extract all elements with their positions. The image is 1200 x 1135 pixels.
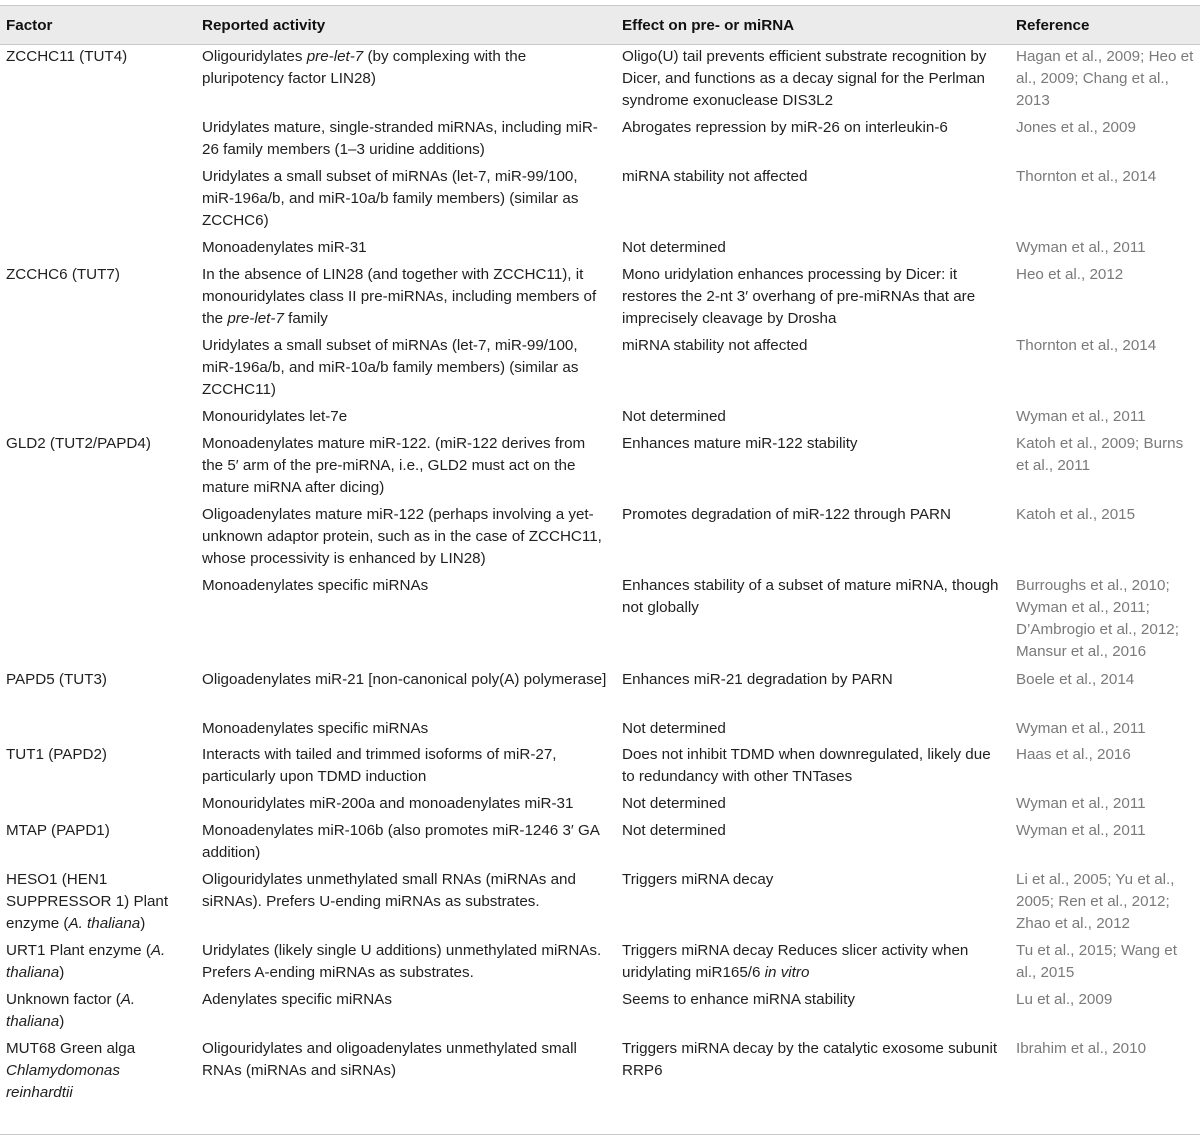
text-run: Mono uridylation enhances processing by Dicer: it restores the 2-nt 3′ overhang of pre-miRNAs that are imprecisely cleavage by Drosha [622, 266, 976, 327]
cell-factor [0, 989, 202, 1033]
text-run: URT1 Plant enzyme ( [6, 942, 151, 959]
cell-effect [622, 989, 1016, 1033]
cell-reference: Wyman et al., 2011 [1016, 822, 1146, 839]
cell-activity [202, 940, 622, 984]
text-run: Not determined [622, 795, 726, 812]
cell-reference: Ibrahim et al., 2010 [1016, 1040, 1147, 1057]
cell-effect [622, 820, 1016, 864]
text-run: miRNA stability not affected [622, 337, 808, 354]
cell-activity [202, 744, 622, 788]
cell-activity [202, 989, 622, 1033]
text-run: Does not inhibit TDMD when downregulated, likely due to redundancy with other TNTases [622, 746, 991, 785]
table-row [0, 504, 1200, 570]
text-run: Not determined [622, 239, 726, 256]
cell-factor [0, 940, 202, 984]
italic-run: A. thaliana [6, 991, 136, 1030]
cell-reference: Katoh et al., 2009; Burns et al., 2011 [1016, 435, 1184, 474]
table-row [0, 575, 1200, 663]
cell-activity [202, 166, 622, 232]
text-run: MUT68 Green alga [6, 1040, 136, 1057]
text-run: Seems to enhance miRNA stability [622, 991, 855, 1008]
cell-factor [0, 504, 202, 570]
cell-activity [202, 669, 622, 691]
cell-reference: Burroughs et al., 2010; Wyman et al., 2011; D’Ambrogio et al., 2012; Mansur et al., 2016 [1016, 577, 1179, 660]
text-run: HESO1 (HEN1 SUPPRESSOR 1) Plant enzyme ( [6, 871, 169, 932]
text-run: ) [140, 915, 146, 932]
cell-effect [622, 406, 1016, 428]
text-run: miRNA stability not affected [622, 168, 808, 185]
cell-effect [622, 237, 1016, 259]
text-run: Triggers miRNA decay Reduces slicer activity when uridylating miR165/6 [622, 942, 969, 981]
cell-factor [0, 117, 202, 161]
table-row [0, 869, 1200, 935]
cell-factor: ZCCHC6 (TUT7) [6, 266, 120, 283]
cell-reference: Boele et al., 2014 [1016, 671, 1135, 688]
italic-run: Chlamydomonas reinhardtii [6, 1062, 120, 1101]
cell-factor [0, 237, 202, 259]
cell-activity [202, 718, 622, 740]
cell-reference: Heo et al., 2012 [1016, 266, 1124, 283]
table-row [0, 335, 1200, 401]
cell-effect [622, 335, 1016, 401]
text-run: Enhances mature miR-122 stability [622, 435, 858, 452]
table-row [0, 117, 1200, 161]
cell-effect [622, 46, 1016, 112]
cell-reference: Tu et al., 2015; Wang et al., 2015 [1016, 942, 1177, 981]
cell-factor [0, 166, 202, 232]
cell-activity [202, 504, 622, 570]
cell-effect [622, 940, 1016, 984]
table-header [0, 5, 1200, 45]
cell-activity [202, 117, 622, 161]
cell-effect [622, 504, 1016, 570]
table-row [0, 237, 1200, 259]
header-effect: Effect on pre- or miRNA [622, 17, 795, 34]
cell-effect [622, 793, 1016, 815]
cell-activity [202, 406, 622, 428]
table-row [0, 744, 1200, 788]
text-run: Oligoadenylates mature miR-122 (perhaps involving a yet-unknown adaptor protein, such as in the case of ZCCHC11, whose processivity is enhanced by LIN28) [202, 506, 602, 567]
cell-reference: Wyman et al., 2011 [1016, 795, 1146, 812]
cell-activity [202, 264, 622, 330]
text-run: Monoadenylates mature miR-122. (miR-122 derives from the 5′ arm of the pre-miRNA, i.e., GLD2 must act on the mature miRNA after dicing) [202, 435, 586, 496]
text-run: Monouridylates miR-200a and monoadenylates miR-31 [202, 795, 574, 812]
table-row [0, 1038, 1200, 1104]
text-run: Oligouridylates unmethylated small RNAs (miRNAs and siRNAs). Prefers U-ending miRNAs as substrates. [202, 871, 576, 910]
cell-factor: GLD2 (TUT2/PAPD4) [6, 435, 151, 452]
italic-run: A. thaliana [6, 942, 166, 981]
text-run: ) [59, 1013, 65, 1030]
cell-factor [0, 575, 202, 663]
cell-effect [622, 669, 1016, 691]
table-row [0, 46, 1200, 112]
cell-reference: Lu et al., 2009 [1016, 991, 1113, 1008]
text-run: Interacts with tailed and trimmed isoforms of miR-27, particularly upon TDMD induction [202, 746, 557, 785]
cell-effect [622, 117, 1016, 161]
italic-run: pre-let-7 [306, 48, 364, 65]
text-run: Promotes degradation of miR-122 through PARN [622, 506, 951, 523]
cell-reference: Li et al., 2005; Yu et al., 2005; Ren et al., 2012; Zhao et al., 2012 [1016, 871, 1175, 932]
text-run: Monoadenylates miR-31 [202, 239, 367, 256]
text-run: Enhances miR-21 degradation by PARN [622, 671, 893, 688]
cell-factor: TUT1 (PAPD2) [6, 746, 107, 763]
italic-run: in vitro [764, 964, 810, 981]
text-run: Monoadenylates specific miRNAs [202, 577, 429, 594]
text-run: Unknown factor ( [6, 991, 121, 1008]
cell-factor: MTAP (PAPD1) [6, 822, 110, 839]
header-reference: Reference [1016, 17, 1090, 34]
cell-factor: PAPD5 (TUT3) [6, 671, 107, 688]
text-run: Triggers miRNA decay [622, 871, 774, 888]
table-row [0, 264, 1200, 330]
cell-factor [0, 869, 202, 935]
table-row [0, 718, 1200, 740]
cell-effect [622, 744, 1016, 788]
italic-run: A. thaliana [68, 915, 141, 932]
text-run: Not determined [622, 822, 726, 839]
text-run: family [283, 310, 328, 327]
table-row [0, 940, 1200, 984]
header-activity: Reported activity [202, 17, 326, 34]
text-run: Oligouridylates and oligoadenylates unmethylated small RNAs (miRNAs and siRNAs) [202, 1040, 577, 1079]
text-run: Oligoadenylates miR-21 [non-canonical poly(A) polymerase] [202, 671, 607, 688]
cell-effect [622, 166, 1016, 232]
text-run: In the absence of LIN28 (and together with ZCCHC11), it monouridylates class II pre-miRNAs, including members of the [202, 266, 597, 327]
cell-factor [0, 793, 202, 815]
text-run: Adenylates specific miRNAs [202, 991, 392, 1008]
cell-activity [202, 869, 622, 935]
text-run: Oligo(U) tail prevents efficient substrate recognition by Dicer, and functions as a decay signal for the Perlman syndrome exonuclease DIS3L2 [622, 48, 987, 109]
table-row [0, 406, 1200, 428]
cell-reference: Katoh et al., 2015 [1016, 506, 1136, 523]
text-run: Monoadenylates miR-106b (also promotes miR-1246 3′ GA addition) [202, 822, 600, 861]
cell-effect [622, 433, 1016, 499]
table-row [0, 433, 1200, 499]
text-run: Uridylates (likely single U additions) unmethylated miRNAs. Prefers A-ending miRNAs as substrates. [202, 942, 602, 981]
cell-activity [202, 793, 622, 815]
cell-reference: Haas et al., 2016 [1016, 746, 1131, 763]
text-run: (by complexing with the pluripotency factor LIN28) [202, 48, 527, 87]
cell-reference: Wyman et al., 2011 [1016, 720, 1146, 737]
cell-factor [0, 1038, 202, 1104]
cell-activity [202, 820, 622, 864]
text-run: Triggers miRNA decay by the catalytic exosome subunit RRP6 [622, 1040, 998, 1079]
text-run: Not determined [622, 720, 726, 737]
text-run: ) [59, 964, 65, 981]
cell-effect [622, 1038, 1016, 1104]
text-run: Oligouridylates [202, 48, 307, 65]
cell-activity [202, 575, 622, 663]
table-row [0, 820, 1200, 864]
header-factor: Factor [6, 17, 53, 34]
cell-reference: Thornton et al., 2014 [1016, 168, 1157, 185]
text-run: Uridylates mature, single-stranded miRNAs, including miR-26 family members (1–3 uridine additions) [202, 119, 598, 158]
cell-effect [622, 575, 1016, 663]
cell-reference: Jones et al., 2009 [1016, 119, 1136, 136]
text-run: Enhances stability of a subset of mature miRNA, though not globally [622, 577, 999, 616]
cell-reference: Wyman et al., 2011 [1016, 408, 1146, 425]
cell-reference: Wyman et al., 2011 [1016, 239, 1146, 256]
cell-factor [0, 335, 202, 401]
cell-factor [0, 406, 202, 428]
table-row [0, 793, 1200, 815]
cell-activity [202, 1038, 622, 1104]
cell-activity [202, 433, 622, 499]
table-row [0, 166, 1200, 232]
cell-reference: Hagan et al., 2009; Heo et al., 2009; Chang et al., 2013 [1016, 48, 1194, 109]
cell-reference: Thornton et al., 2014 [1016, 337, 1157, 354]
cell-effect [622, 264, 1016, 330]
text-run: Monouridylates let-7e [202, 408, 348, 425]
table-row [0, 989, 1200, 1033]
text-run: Abrogates repression by miR-26 on interleukin-6 [622, 119, 948, 136]
text-run: Not determined [622, 408, 726, 425]
text-run: Uridylates a small subset of miRNAs (let-7, miR-99/100, miR-196a/b, and miR-10a/b family members) (similar as ZCCHC6) [202, 168, 579, 229]
text-run: Monoadenylates specific miRNAs [202, 720, 429, 737]
cell-activity [202, 46, 622, 112]
cell-activity [202, 237, 622, 259]
table-row [0, 669, 1200, 691]
cell-factor: ZCCHC11 (TUT4) [6, 48, 128, 65]
italic-run: pre-let-7 [227, 310, 284, 327]
cell-effect [622, 869, 1016, 935]
cell-factor [0, 718, 202, 740]
cell-effect [622, 718, 1016, 740]
cell-activity [202, 335, 622, 401]
text-run: Uridylates a small subset of miRNAs (let-7, miR-99/100, miR-196a/b, and miR-10a/b family members) (similar as ZCCHC11) [202, 337, 579, 398]
